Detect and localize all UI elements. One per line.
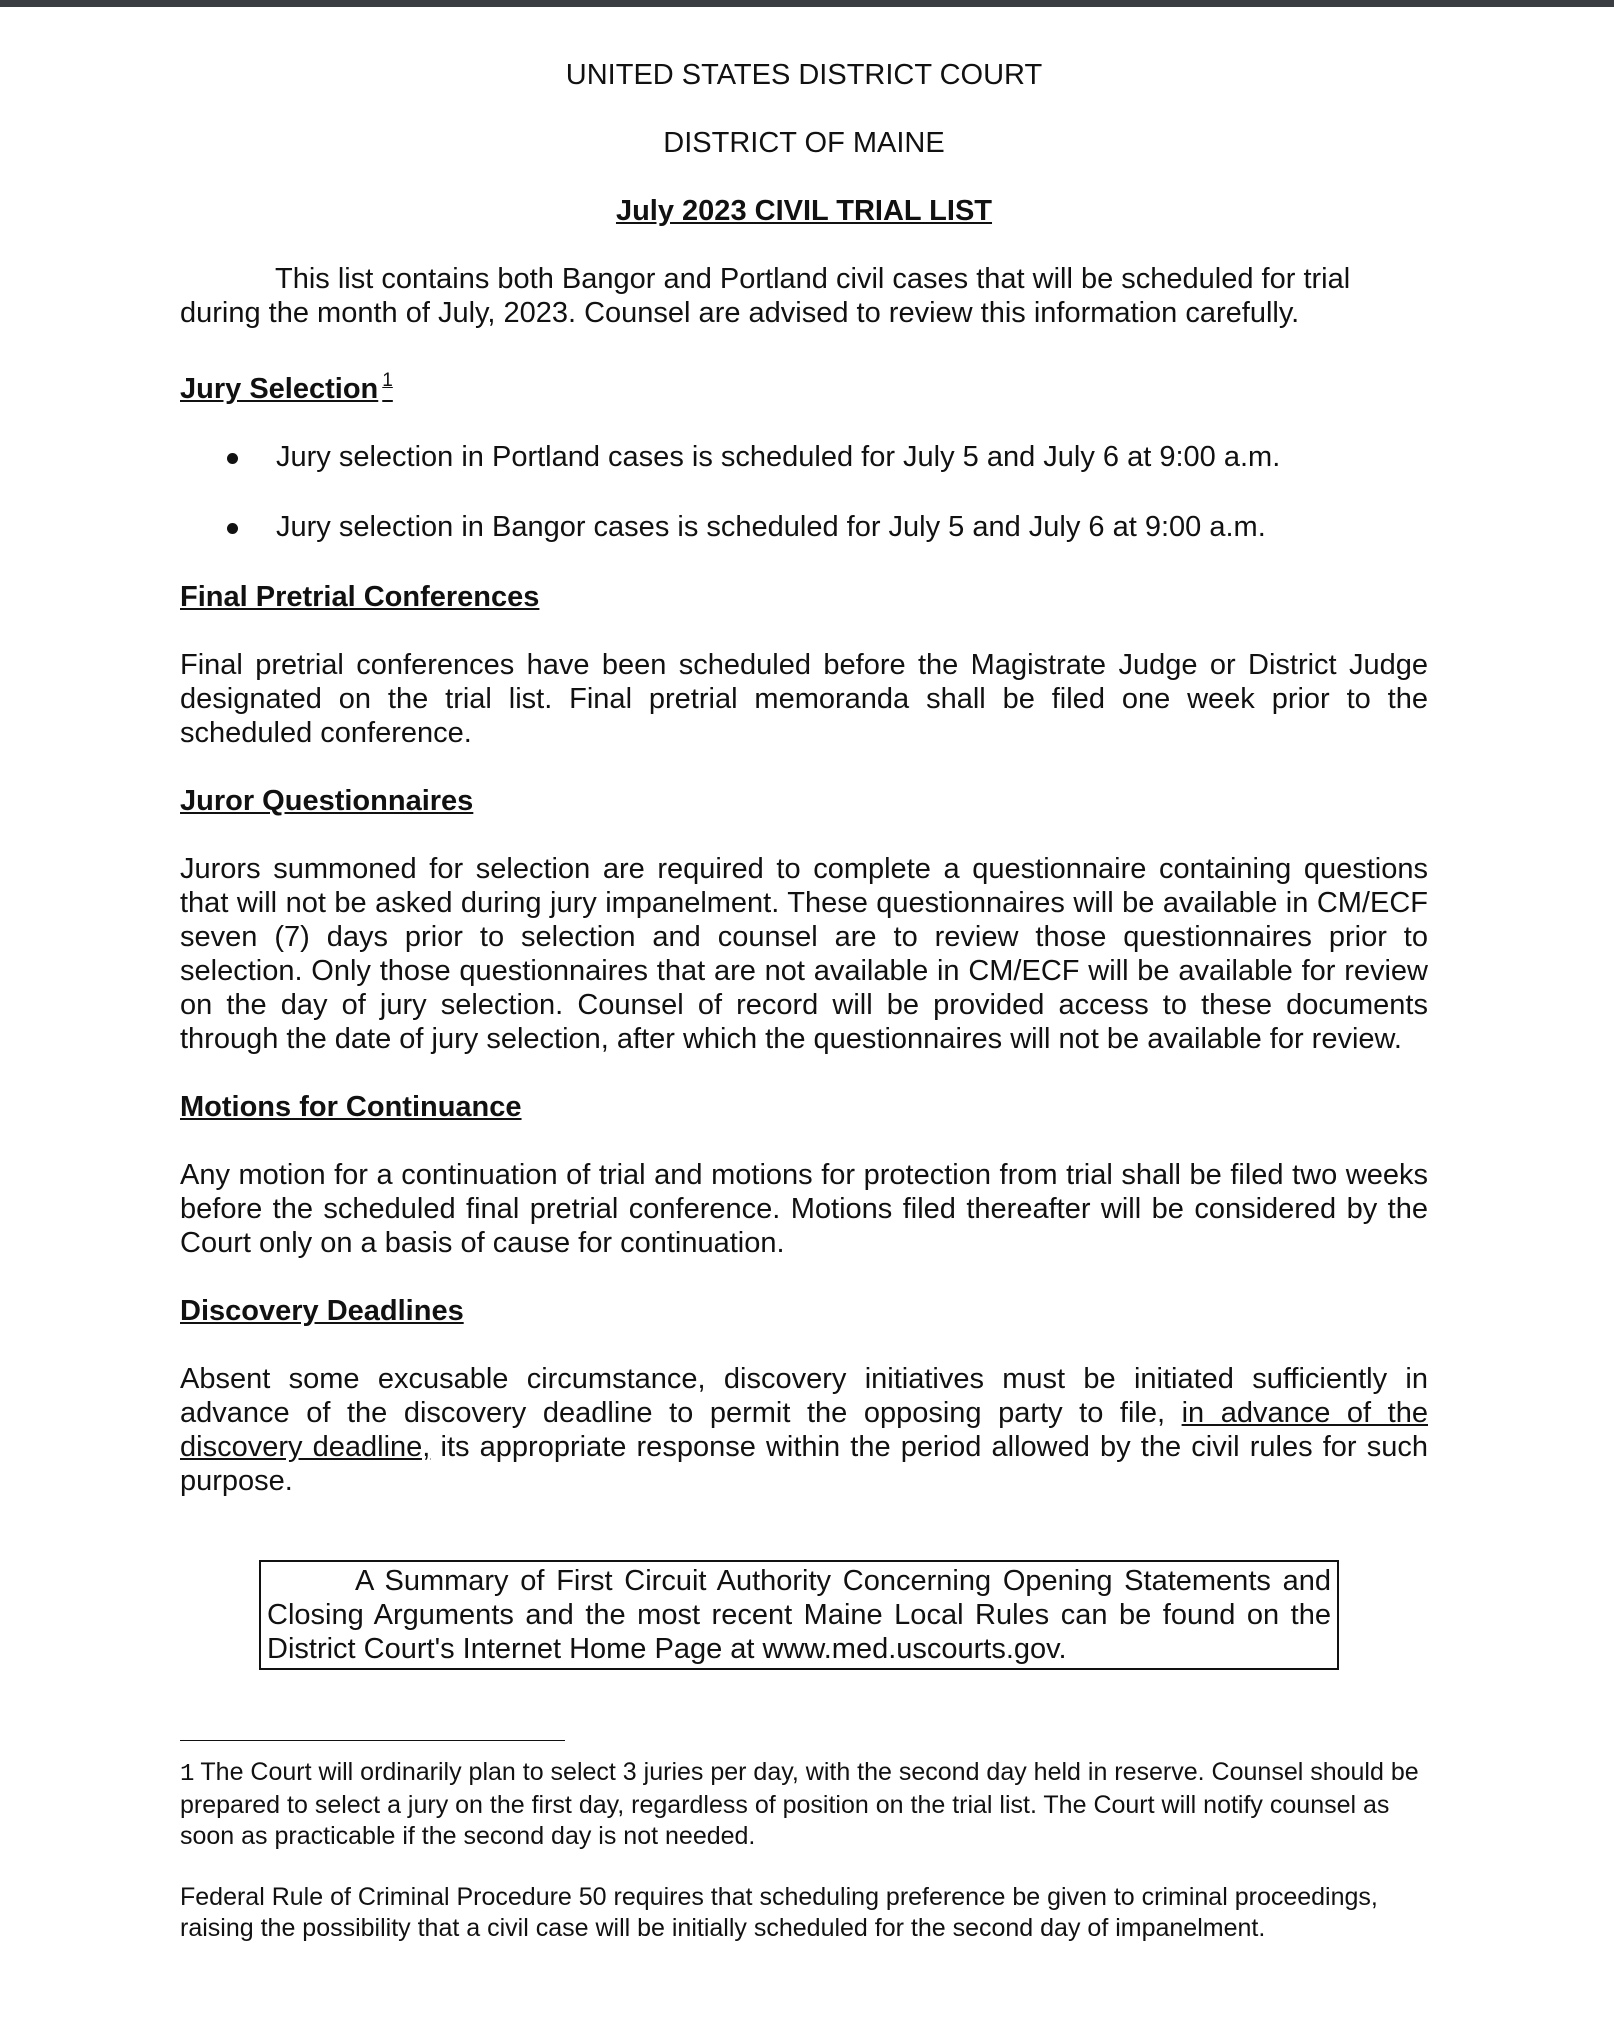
footnote-1 [180, 1757, 1428, 1852]
footnotes [180, 1757, 1428, 1944]
viewer-top-bar [0, 0, 1614, 7]
notice-text: A Summary of First Circuit Authority Concerning Opening Statements and Closing Arguments and the most recent Maine Local Rules can be found on the District Court's Internet Home Page at www.med.uscourts.gov. [267, 1565, 1331, 1665]
notice-box [259, 1560, 1339, 1670]
footnote-ref[interactable]: 1 [382, 370, 393, 391]
jury-selection-heading [180, 364, 1428, 406]
footnote-2: Federal Rule of Criminal Procedure 50 requires that scheduling preference be given to criminal proceedings, raising the possibility that a civil case will be initially scheduled for the second day of impanelment. [180, 1883, 1378, 1942]
footnote-divider [180, 1740, 565, 1741]
discovery-deadlines-paragraph [180, 1362, 1428, 1498]
bullet-icon [227, 453, 238, 464]
motions-continuance-paragraph: Any motion for a continuation of trial and motions for protection from trial shall be filed two weeks before the scheduled final pretrial conference. Motions filed thereafter will be considered by the Court only on a basis of cause for continuation. [180, 1159, 1428, 1259]
court-name: UNITED STATES DISTRICT COURT [565, 59, 1043, 91]
motions-continuance-heading: Motions for Continuance [180, 1091, 522, 1123]
jury-selection-heading-text: Jury Selection [180, 373, 379, 405]
discovery-deadlines-heading: Discovery Deadlines [180, 1295, 464, 1327]
jury-selection-list [180, 440, 1428, 544]
footnote-1-text: The Court will ordinarily plan to select 3 juries per day, with the second day held in reserve. Counsel should be prepared to select a jury on the first day, regardless of position on the trial list. The Court will notify counsel as soon as practicable if the second day is not needed. [180, 1758, 1419, 1850]
juror-questionnaires-heading: Juror Questionnaires [180, 785, 474, 817]
discovery-text-underlined: in advance of the discovery deadline, [180, 1397, 1428, 1463]
final-pretrial-paragraph: Final pretrial conferences have been scheduled before the Magistrate Judge or District Judge designated on the trial list. Final pretrial memoranda shall be filed one week prior to the scheduled conference. [180, 649, 1428, 749]
final-pretrial-heading: Final Pretrial Conferences [180, 581, 540, 613]
list-item-text: Jury selection in Bangor cases is scheduled for July 5 and July 6 at 9:00 a.m. [276, 511, 1266, 543]
intro-paragraph: This list contains both Bangor and Portland civil cases that will be scheduled for trial during the month of July, 2023. Counsel are advised to review this information carefully. [180, 263, 1351, 329]
discovery-text-before: Absent some excusable circumstance, discovery initiatives must be initiated sufficiently in advance of the discovery deadline to permit the opposing party to file, [180, 1363, 1428, 1429]
list-item [180, 440, 1428, 474]
list-item [180, 510, 1428, 544]
discovery-text-after: its appropriate response within the period allowed by the civil rules for such purpose. [180, 1431, 1428, 1497]
document-title: July 2023 CIVIL TRIAL LIST [615, 195, 993, 227]
document-page [180, 58, 1428, 1974]
juror-questionnaires-paragraph: Jurors summoned for selection are required to complete a questionnaire containing questions that will not be asked during jury impanelment. These questionnaires will be available in CM/ECF seven (7) days prior to selection and counsel are to review those questionnaires prior to selection. Only those questionnaires that are not available in CM/ECF will be available for review on the day of jury selection. Counsel of record will be provided access to these documents through the date of jury selection, after which the questionnaires will not be available for review. [180, 853, 1428, 1055]
list-item-text: Jury selection in Portland cases is scheduled for July 5 and July 6 at 9:00 a.m. [276, 441, 1281, 473]
district-name: DISTRICT OF MAINE [663, 127, 945, 159]
footnote-number: 1 [180, 1761, 195, 1788]
bullet-icon [227, 523, 238, 534]
